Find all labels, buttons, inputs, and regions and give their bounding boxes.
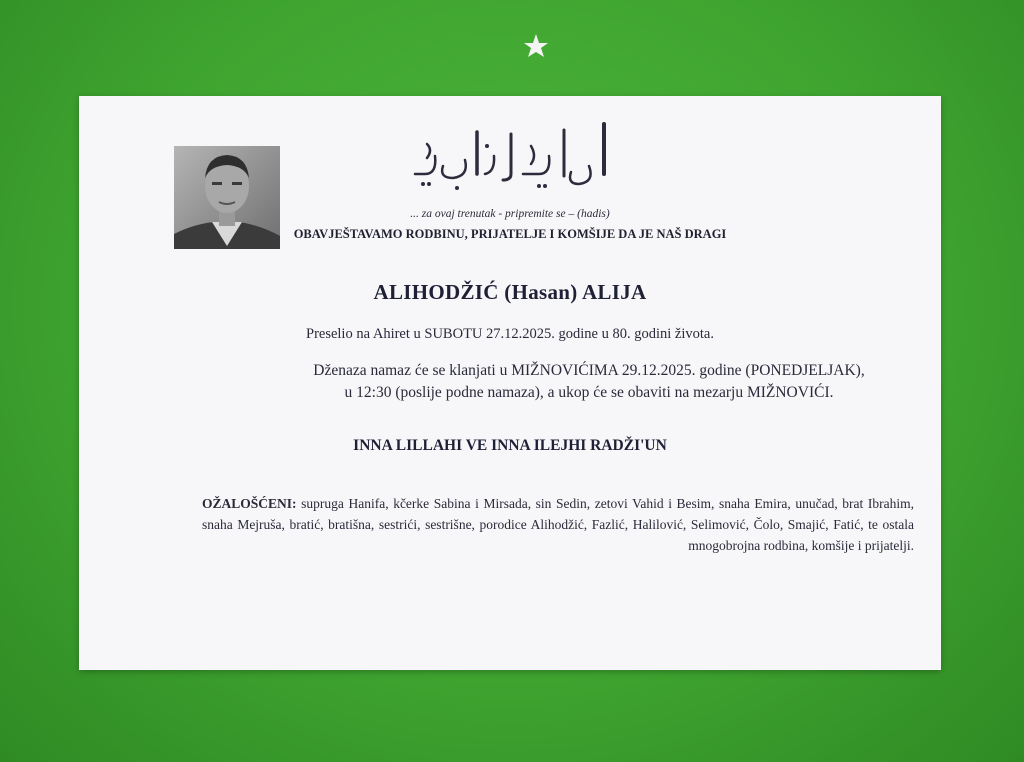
obituary-card <box>79 96 941 670</box>
death-date-line: Preselio na Ahiret u SUBOTU 27.12.2025. godine u 80. godini života. <box>306 326 714 342</box>
arabic-calligraphy <box>399 116 619 196</box>
funeral-line-2: u 12:30 (poslije podne namaza), a ukop će se obaviti na mezarju MIŽNOVIĆI. <box>344 384 834 401</box>
mourners-list: supruga Hanifa, kčerke Sabina i Mirsada, sin Sedin, zetovi Vahid i Besim, snaha Emira, unučad, brat Ibrahim, snaha Mejruša, bratić, bratišna, sestrići, sestrišne, porodice Alihodžić, Fazlić, Halilović, Selimović, Čolo, Smajić, Fatić, te ostala mnogobrojna rodbina, komšije i prijatelji. <box>202 496 914 553</box>
notification-heading: OBAVJEŠTAVAMO RODBINU, PRIJATELJE I KOMŠIJE DA JE NAŠ DRAGI <box>293 227 727 241</box>
prayer-phrase: INNA LILLAHI VE INNA ILEJHI RADŽI'UN <box>353 437 667 454</box>
hadith-quote: ... za ovaj trenutak - pripremite se – (hadis) <box>410 208 610 220</box>
funeral-line-1: Dženaza namaz će se klanjati u MIŽNOVIĆIMA 29.12.2025. godine (PONEDJELJAK), <box>313 362 865 379</box>
funeral-details <box>219 360 959 404</box>
deceased-name: ALIHODŽIĆ (Hasan) ALIJA <box>373 280 647 304</box>
mourners-label: OŽALOŠĆENI: <box>202 496 297 511</box>
mourners-paragraph <box>202 493 914 556</box>
crescent-star-icon <box>470 6 560 88</box>
